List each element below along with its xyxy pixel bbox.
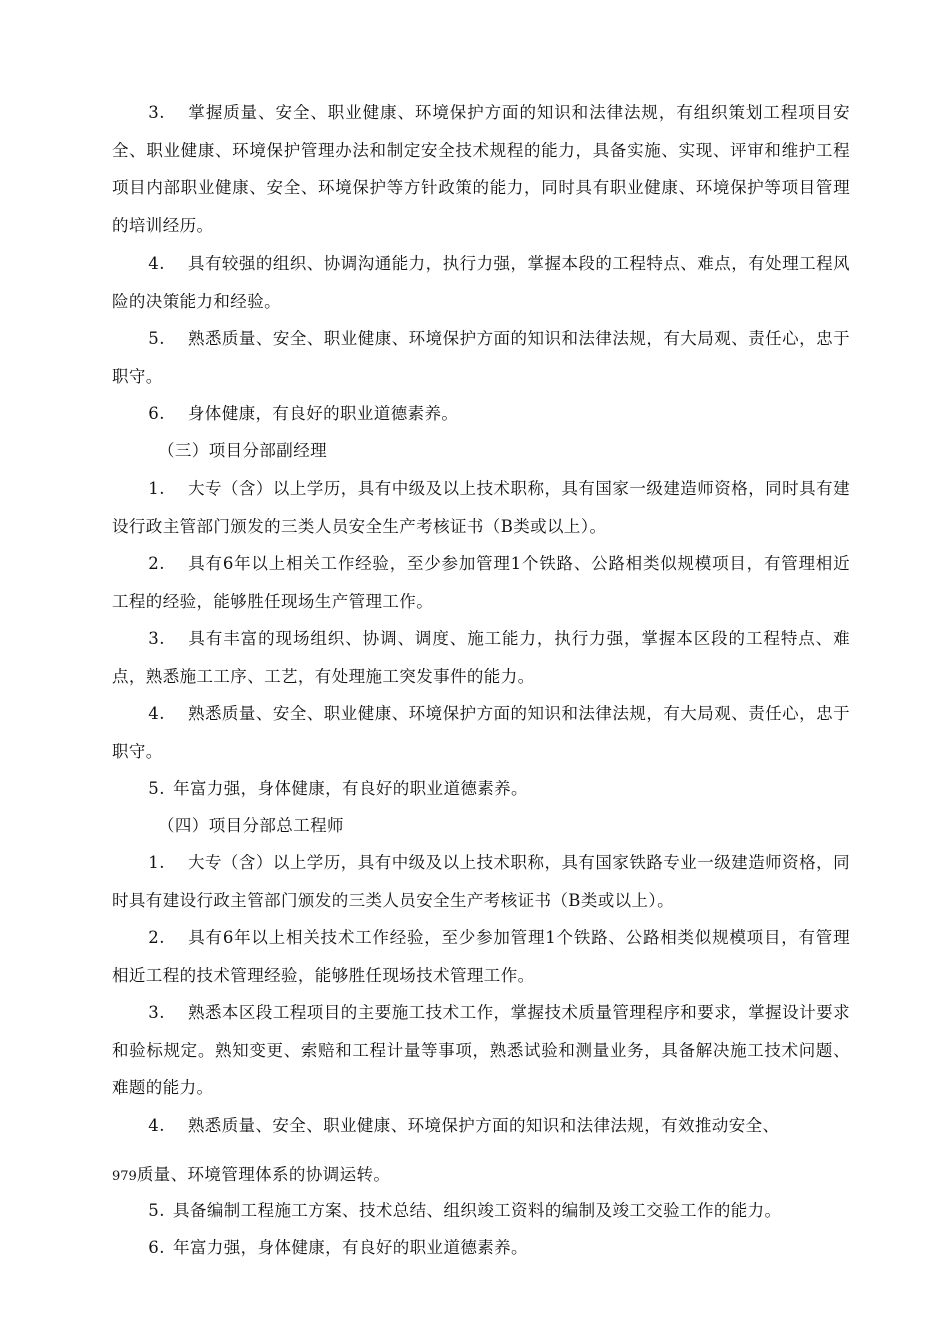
paragraph-engineer-5 [112,1192,850,1230]
item-number: 2. [148,554,165,573]
paragraph-3-safety-knowledge [112,94,850,244]
item-text: 具有丰富的现场组织、协调、调度、施工能力，执行力强，掌握本区段的工程特点、难点，熟悉施工工序、工艺，有处理施工突发事件的能力。 [112,629,850,686]
item-number: 1. [148,853,165,872]
paragraph-4-coordination [112,245,850,320]
item-number: 4. [148,704,165,723]
item-text: 具有较强的组织、协调沟通能力，执行力强，掌握本段的工程特点、难点，有处理工程风险的决策能力和经验。 [112,254,850,311]
item-text: 年富力强，身体健康，有良好的职业道德素养。 [173,779,528,798]
item-text: 具备编制工程施工方案、技术总结、组织竣工资料的编制及竣工交验工作的能力。 [173,1201,782,1220]
paragraph-deputy-3 [112,620,850,695]
item-text: 身体健康，有良好的职业道德素养。 [187,404,459,423]
item-number: 2. [148,928,165,947]
item-text: 具有6年以上相关工作经验，至少参加管理1个铁路、公路相类似规模项目，有管理相近工程的经验，能够胜任现场生产管理工作。 [112,554,850,611]
item-text: 大专（含）以上学历，具有中级及以上技术职称，具有国家铁路专业一级建造师资格，同时具有建设行政主管部门颁发的三类人员安全生产考核证书（B类或以上）。 [112,853,850,910]
section-heading-chief-engineer: （四）项目分部总工程师 [158,816,344,835]
item-number: 1. [148,479,165,498]
item-number: 5. [148,779,165,798]
item-text: 大专（含）以上学历，具有中级及以上技术职称，具有国家一级建造师资格，同时具有建设行政主管部门颁发的三类人员安全生产考核证书（B类或以上）。 [112,479,850,536]
paragraph-engineer-3 [112,994,850,1107]
item-number: 4. [148,1116,165,1135]
item-text: 熟悉质量、安全、职业健康、环境保护方面的知识和法律法规，有大局观、责任心，忠于职守。 [112,704,850,761]
item-text: 年富力强，身体健康，有良好的职业道德素养。 [173,1238,528,1257]
item-number: 3. [148,1003,165,1022]
item-number: 6. [148,404,165,423]
item-text: 熟悉本区段工程项目的主要施工技术工作，掌握技术质量管理程序和要求，掌握设计要求和验标规定。熟知变更、索赔和工程计量等事项，熟悉试验和测量业务，具备解决施工技术问题、难题的能力。 [112,1003,850,1097]
paragraph-deputy-2 [112,545,850,620]
item-text: 质量、环境管理体系的协调运转。 [136,1165,391,1184]
paragraph-deputy-1 [112,470,850,545]
paragraph-engineer-6 [112,1229,850,1267]
paragraph-engineer-4 [112,1107,850,1145]
paragraph-engineer-2 [112,919,850,994]
item-number: 6. [148,1238,165,1257]
paragraph-deputy-5 [112,770,850,808]
item-text: 熟悉质量、安全、职业健康、环境保护方面的知识和法律法规，有效推动安全、 [187,1116,780,1135]
item-number: 5. [148,1201,165,1220]
item-number: 3. [148,629,165,648]
paragraph-5-familiar [112,320,850,395]
item-text: 熟悉质量、安全、职业健康、环境保护方面的知识和法律法规，有大局观、责任心，忠于职守。 [112,329,850,386]
paragraph-6-health [112,395,850,433]
item-number: 4. [148,254,165,273]
paragraph-deputy-4 [112,695,850,770]
item-text: 具有6年以上相关技术工作经验，至少参加管理1个铁路、公路相类似规模项目，有管理相近工程的技术管理经验，能够胜任现场技术管理工作。 [112,928,850,985]
item-text: 掌握质量、安全、职业健康、环境保护方面的知识和法律法规，有组织策划工程项目安全、职业健康、环境保护管理办法和制定安全技术规程的能力，具备实施、实现、评审和维护工程项目内部职业健康、安全、环境保护等方针政策的能力，同时具有职业健康、环境保护等项目管理的培训经历。 [112,103,850,235]
page-number: 979 [112,1169,137,1184]
paragraph-engineer-4-continued [112,1156,850,1196]
section-heading-deputy-manager: （三）项目分部副经理 [158,441,327,460]
item-number: 5. [148,329,165,348]
paragraph-engineer-1 [112,844,850,919]
item-number: 3. [148,103,165,122]
